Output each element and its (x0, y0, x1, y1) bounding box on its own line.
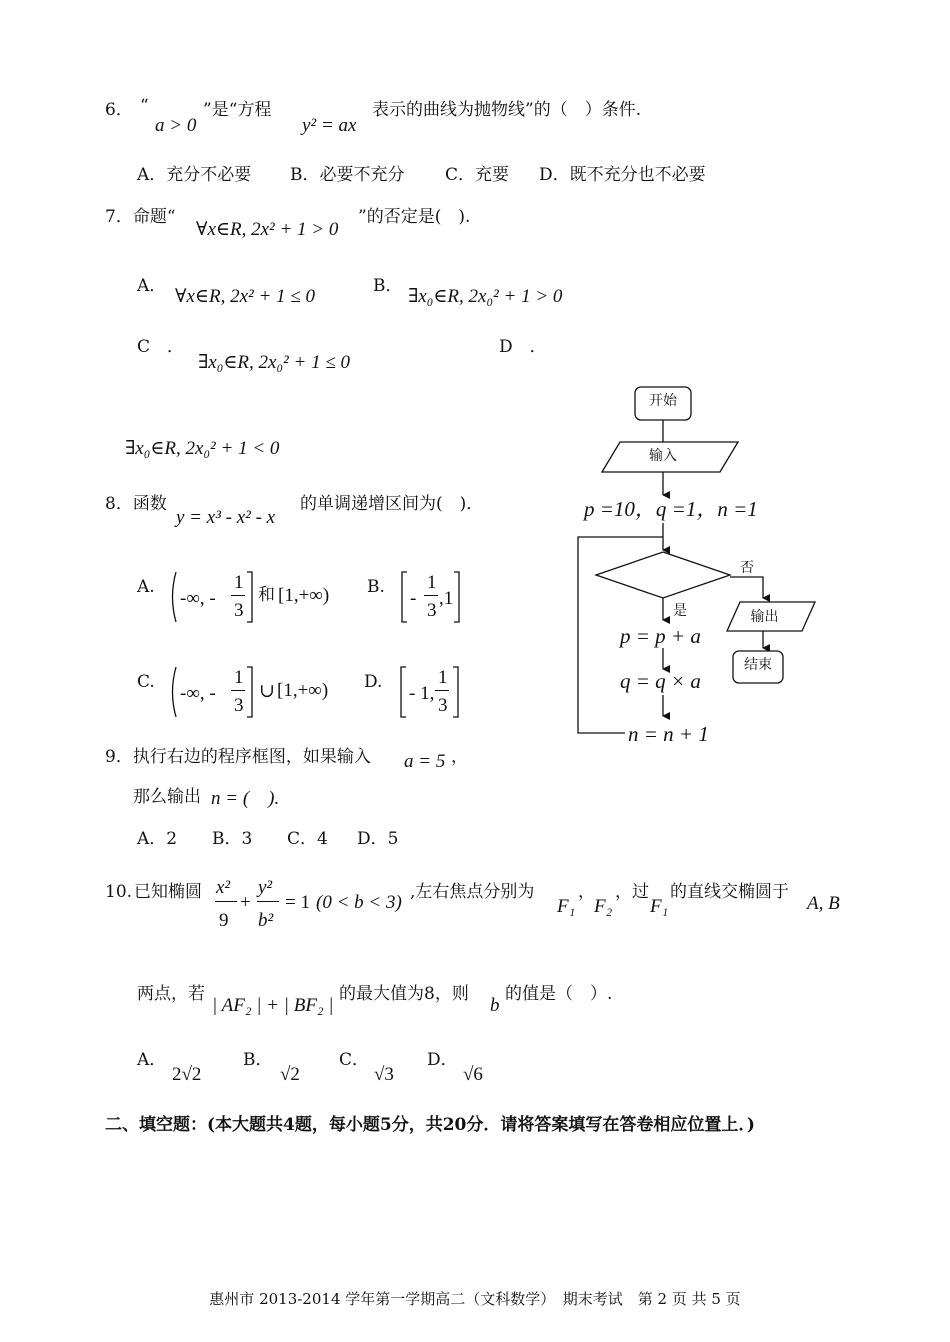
q8-text-post: 的单调递增区间为( )． (300, 494, 484, 514)
q10-option-a: 2√2 (172, 1064, 202, 1085)
q10-expression: | AF₂ | + | BF₂ | (212, 995, 334, 1016)
q9-line2: 那么输出 (133, 787, 201, 807)
q8-c-frac-bar (231, 690, 245, 691)
q8-b-frac-num: 1 (427, 572, 437, 593)
q10-option-d: √6 (463, 1064, 483, 1085)
q8-c-frac-num: 1 (234, 667, 244, 688)
flow-end-label: 结束 (744, 656, 772, 672)
q7-option-b: ∃x₀∈R, 2x₀² + 1 > 0 (408, 286, 563, 307)
q6-equation-math: y² = ax (302, 115, 357, 136)
q7-option-a: ∀x∈R, 2x² + 1 ≤ 0 (175, 286, 315, 307)
q8-b-frac-den: 3 (427, 600, 437, 621)
q9-option-c: C．4 (287, 829, 328, 849)
q8-a-frac-den: 3 (234, 600, 244, 621)
q10-label-d: D． (427, 1050, 458, 1070)
flow-decision (596, 552, 730, 598)
q8-d-frac-num: 1 (438, 667, 448, 688)
q10-line2-post: 的值是（ ）. (505, 984, 613, 1004)
q10-label-b: B． (243, 1050, 273, 1070)
q8-a-right: [1,+∞) (278, 585, 330, 606)
q8-label-a: A. (137, 577, 155, 597)
q6-condition-math: a > 0 (155, 115, 197, 136)
q8-label-d: D. (364, 672, 383, 692)
q10-frac2-den: b² (258, 910, 274, 931)
flow-step2-label: q = q × a (620, 669, 701, 693)
q8-a-left: -∞, - (180, 588, 216, 609)
q7-label-d: D ． (499, 337, 547, 357)
q10-var-b: b (490, 995, 500, 1016)
q10-frac2-bar (257, 901, 279, 902)
q8-a-frac-bar (231, 595, 245, 596)
q10-line2-mid: 的最大值为8，则 (339, 984, 469, 1004)
q10-option-b: √2 (280, 1064, 300, 1085)
q6-text-post: 表示的曲线为抛物线”的（ ）条件. (372, 100, 642, 120)
q8-a-paren-left (168, 570, 178, 624)
flow-step1-label: p = p + a (620, 624, 701, 648)
q9-option-a: A．2 (137, 829, 178, 849)
q10-focus-f2: F₂ (594, 896, 613, 917)
q8-a-bracket-right (246, 570, 254, 624)
q6-text-mid: ”是“方程 (203, 100, 272, 120)
q8-c-bracket-right (246, 665, 254, 719)
flow-init-label: p =10，q =1，n =1 (584, 497, 758, 521)
q8-b-frac-bar (424, 595, 438, 596)
q10-option-c: √3 (374, 1064, 394, 1085)
q6-number: 6． (105, 100, 133, 120)
flow-step3-label: n = n + 1 (628, 722, 709, 746)
q10-focus-f1: F₁ (557, 896, 576, 917)
q9-option-b: B．3 (212, 829, 253, 849)
q8-d-bracket-left (399, 665, 407, 719)
q10-text-mid3: 的直线交椭圆于 (670, 882, 789, 902)
q6-option-c: C．充要 (445, 165, 510, 185)
q7-number: 7．命题“ (105, 207, 176, 227)
q10-label-c: C． (339, 1050, 370, 1070)
q7-statement-math: ∀x∈R, 2x² + 1 > 0 (196, 219, 339, 240)
q9-input-math: a = 5 (404, 751, 446, 772)
q10-label-a: A． (137, 1050, 167, 1070)
q7-option-d: ∃x₀∈R, 2x₀² + 1 < 0 (125, 438, 280, 459)
q8-c-paren-left (168, 665, 178, 719)
q8-b-right: ,1 (439, 588, 454, 609)
q6-option-a: A．充分不必要 (137, 165, 252, 185)
flow-arrow-no (730, 577, 763, 598)
section2-heading: 二、填空题：(本大题共4题，每小题5分，共20分．请将答案填写在答卷相应位置上．) (105, 1115, 755, 1135)
q10-line2-pre: 两点，若 (137, 984, 205, 1004)
q8-b-bracket-right (453, 570, 461, 624)
q8-number: 8．函数 (105, 494, 167, 514)
q10-number: 10. (105, 882, 133, 902)
q9-line1: 9．执行右边的程序框图，如果输入 (105, 747, 371, 767)
q8-d-bracket-right (452, 665, 460, 719)
q8-d-left: - 1, (409, 683, 435, 704)
q10-points-ab: A, B (807, 893, 840, 914)
q10-frac1-den: 9 (219, 910, 229, 931)
q8-b-bracket-left (400, 570, 408, 624)
q9-output-math: n = ( ). (211, 788, 280, 809)
q10-text-mid2: ，过 (615, 882, 649, 902)
q10-text-mid: ,左右焦点分别为 (410, 882, 535, 902)
flow-no-label: 否 (740, 559, 754, 575)
q10-plus: + (240, 892, 251, 913)
flow-output-label: 输出 (750, 608, 779, 624)
q8-function-math: y = x³ - x² - x (176, 507, 276, 528)
q10-equals: = 1 (285, 892, 310, 913)
q8-a-and: 和 (258, 585, 275, 605)
q8-c-right: [1,+∞) (277, 680, 329, 701)
q10-text-pre: 已知椭圆 (134, 882, 202, 902)
q6-option-b: B．必要不充分 (290, 165, 405, 185)
q7-label-b: B． (373, 276, 403, 296)
q10-frac1-bar (215, 901, 237, 902)
q10-frac2-num: y² (258, 877, 273, 898)
q8-b-left: - (410, 588, 417, 609)
q6-option-d: D．既不充分也不必要 (539, 165, 706, 185)
q8-label-b: B. (367, 577, 385, 597)
q9-comma: ， (451, 747, 468, 767)
q7-label-a: A． (137, 276, 167, 296)
q10-focus-f1-b: F₁ (650, 896, 669, 917)
q8-c-left: -∞, - (180, 683, 216, 704)
q10-frac1-num: x² (216, 877, 231, 898)
page-footer: 惠州市 2013-2014 学年第一学期高二（文科数学） 期末考试 第 2 页 共 5 页 (209, 1290, 741, 1308)
q7-label-c: C ． (137, 337, 185, 357)
q8-c-union: ∪ (259, 681, 275, 702)
q9-option-d: D．5 (357, 829, 399, 849)
q10-condition: (0 < b < 3) (316, 892, 402, 913)
q8-c-frac-den: 3 (234, 695, 244, 716)
q8-d-frac-den: 3 (438, 695, 448, 716)
flowchart (570, 380, 830, 750)
q7-option-c: ∃x₀∈R, 2x₀² + 1 ≤ 0 (198, 352, 350, 373)
q6-quote-open: “ (140, 96, 149, 116)
flow-yes-label: 是 (673, 602, 687, 618)
q7-text-post: ”的否定是( ). (358, 207, 471, 227)
q8-a-frac-num: 1 (234, 572, 244, 593)
q8-d-frac-bar (435, 690, 449, 691)
flow-start-label: 开始 (649, 392, 677, 408)
flow-input-label: 输入 (649, 447, 677, 463)
q10-sep: ， (578, 882, 595, 902)
q8-label-c: C. (137, 672, 155, 692)
